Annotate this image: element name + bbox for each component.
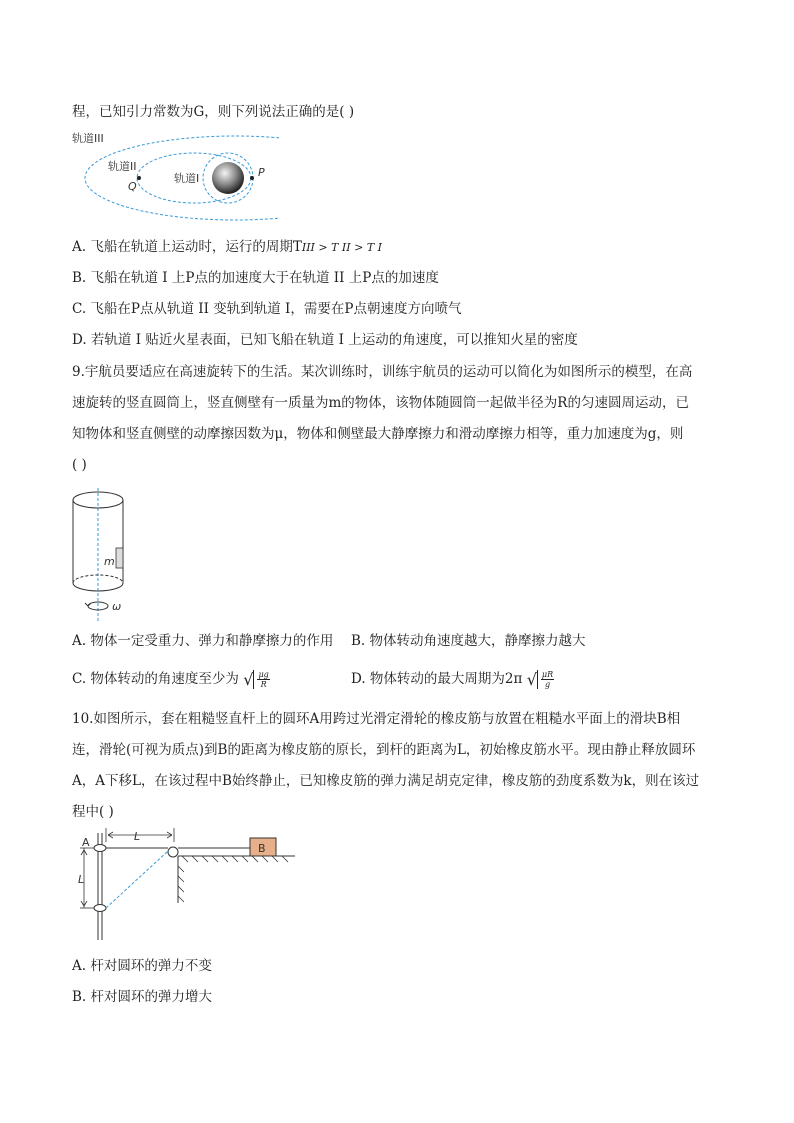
q10-option-b[interactable]: B. 杆对圆环的弹力增大 [72, 989, 213, 1005]
point-q-label: Q [128, 180, 137, 193]
q9-line-4: ( ) [72, 457, 87, 473]
q8-option-d[interactable]: D. 若轨道 I 贴近火星表面，已知飞船在轨道 I 上运动的角速度，可以推知火星的密度 [72, 332, 578, 348]
length-top-label: L [134, 830, 141, 843]
sqrt-expression-c: √ $\frac{\mu g}{R}$ [243, 669, 269, 689]
orbit1-label: 轨道I [174, 172, 200, 185]
q9-option-d[interactable]: D. 物体转动的最大周期为2π √ $\frac{\mu R}{g}$ [351, 669, 554, 689]
length-side-label: L [78, 873, 85, 886]
q8-intro: 程，已知引力常数为G，则下列说法正确的是( ) [72, 104, 355, 120]
q10-line-2: 连，滑轮(可视为质点)到B的距离为橡皮筋的原长，到杆的距离为L，初始橡皮筋水平。现由静止释放圆环 [72, 742, 696, 758]
orbit2-label: 轨道II [108, 160, 137, 173]
block-m [116, 548, 123, 568]
sqrt-expression-d: √ $\frac{\mu R}{g}$ [526, 669, 554, 689]
q9-option-a[interactable]: A. 物体一定受重力、弹力和静摩擦力的作用 [72, 633, 334, 649]
point-p-label: P [258, 166, 265, 179]
q9-line-2: 速旋转的竖直圆筒上，竖直侧壁有一质量为m的物体，该物体随圆筒一起做半径为R的匀速圆周运动，已 [72, 395, 689, 411]
q9-option-c[interactable]: C. 物体转动的角速度至少为 √ $\frac{\mu g}{R}$ [72, 669, 269, 689]
q9-line-1: 9.宇航员要适应在高速旋转下的生活。某次训练时，训练宇航员的运动可以简化为如图所示的模型，在高 [72, 364, 693, 380]
q10-option-a[interactable]: A. 杆对圆环的弹力不变 [72, 958, 212, 974]
orbit3-label: 轨道III [72, 132, 104, 145]
planet [212, 162, 244, 194]
mass-label: m [104, 555, 115, 568]
pulley [168, 847, 178, 857]
q8-option-c[interactable]: C. 飞船在P点从轨道 II 变轨到轨道 I，需要在P点朝速度方向喷气 [72, 301, 462, 317]
pulley-figure [70, 828, 305, 943]
omega-label: ω [112, 600, 122, 613]
q9-line-3: 知物体和竖直侧壁的动摩擦因数为μ，物体和侧壁最大静摩擦力和滑动摩擦力相等，重力加速度为g，则 [72, 426, 684, 442]
ring-a-label: A [82, 836, 90, 849]
q8-option-b[interactable]: B. 飞船在轨道 I 上P点的加速度大于在轨道 II 上P点的加速度 [72, 270, 439, 286]
block-b-label: B [258, 842, 266, 855]
q10-line-1: 10.如图所示，套在粗糙竖直杆上的圆环A用跨过光滑定滑轮的橡皮筋与放置在粗糙水平面上的滑块B相 [72, 711, 681, 727]
orbit-figure [70, 128, 280, 228]
q9-option-b[interactable]: B. 物体转动角速度越大，静摩擦力越大 [351, 633, 586, 649]
cylinder-figure [68, 488, 148, 628]
q10-line-3: A，A下移L，在该过程中B始终静止，已知橡皮筋的弹力满足胡克定律，橡皮筋的劲度系数为k，则在该过 [72, 773, 700, 789]
q10-line-4: 程中( ) [72, 804, 114, 820]
q8-option-a[interactable]: A. 飞船在轨道上运动时，运行的周期TIII > T II > T I [72, 239, 383, 255]
